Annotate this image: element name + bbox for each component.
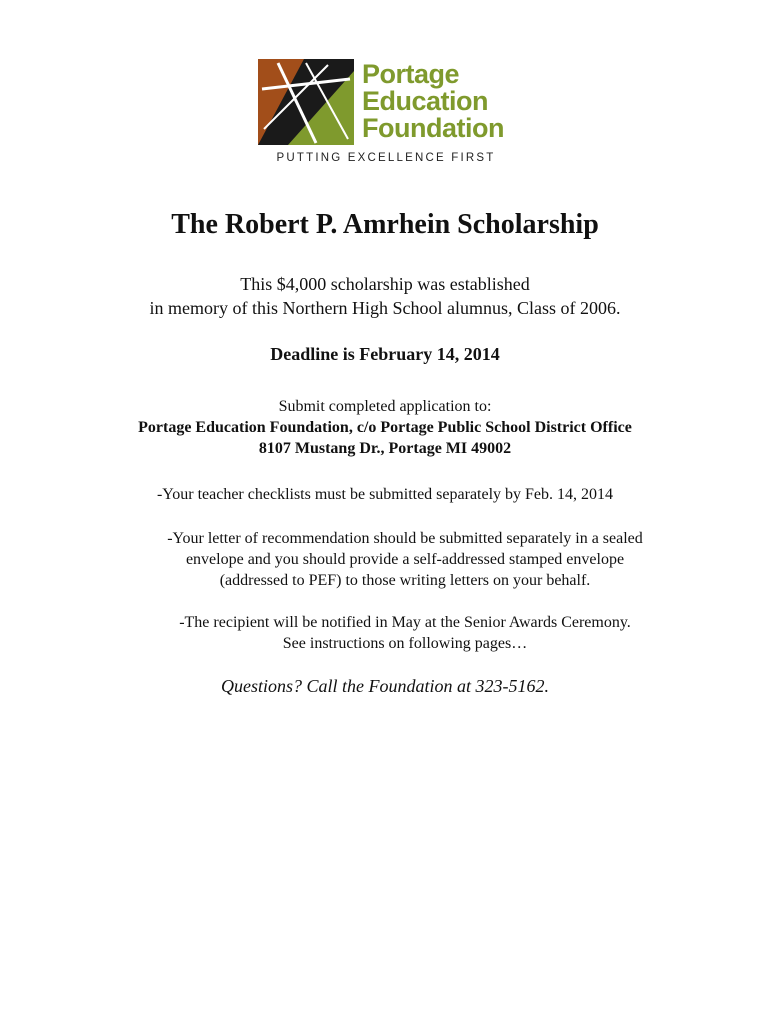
recommendation-note [20, 528, 770, 591]
intro-line: in memory of this Northern High School alumnus, Class of 2006. [149, 298, 621, 318]
recipient-line: -The recipient will be notified in May at the Senior Awards Ceremony. [179, 614, 631, 631]
submit-instructions [0, 396, 770, 459]
logo-wordmark [362, 61, 514, 142]
deadline-text: Deadline is February 14, 2014 [270, 344, 500, 364]
document-title: The Robert P. Amrhein Scholarship [171, 209, 599, 240]
recommendation-line: (addressed to PEF) to those writing letters on your behalf. [219, 572, 591, 589]
foundation-logo [258, 59, 514, 169]
recommendation-line: envelope and you should provide a self-addressed stamped envelope [185, 551, 625, 568]
logo-name-line: Foundation [362, 113, 504, 143]
checklist-note: -Your teacher checklists must be submitted separately by Feb. 14, 2014 [156, 486, 614, 503]
submit-label: Submit completed application to: [278, 398, 492, 415]
logo-name-line: Portage [362, 59, 460, 89]
recipient-note [20, 612, 770, 654]
intro-line: This $4,000 scholarship was established [240, 274, 530, 294]
logo-mark-icon [258, 59, 354, 145]
intro-paragraph [0, 272, 770, 320]
recommendation-line: -Your letter of recommendation should be submitted separately in a sealed [167, 530, 643, 547]
logo-tagline: PUTTING EXCELLENCE FIRST [276, 152, 496, 164]
questions-contact: Questions? Call the Foundation at 323-5162. [221, 676, 549, 696]
submit-address-line: Portage Education Foundation, c/o Portage Public School District Office [138, 419, 632, 436]
recipient-line: See instructions on following pages… [282, 635, 528, 652]
logo-name-line: Education [362, 86, 489, 116]
submit-address-line: 8107 Mustang Dr., Portage MI 49002 [258, 440, 512, 457]
